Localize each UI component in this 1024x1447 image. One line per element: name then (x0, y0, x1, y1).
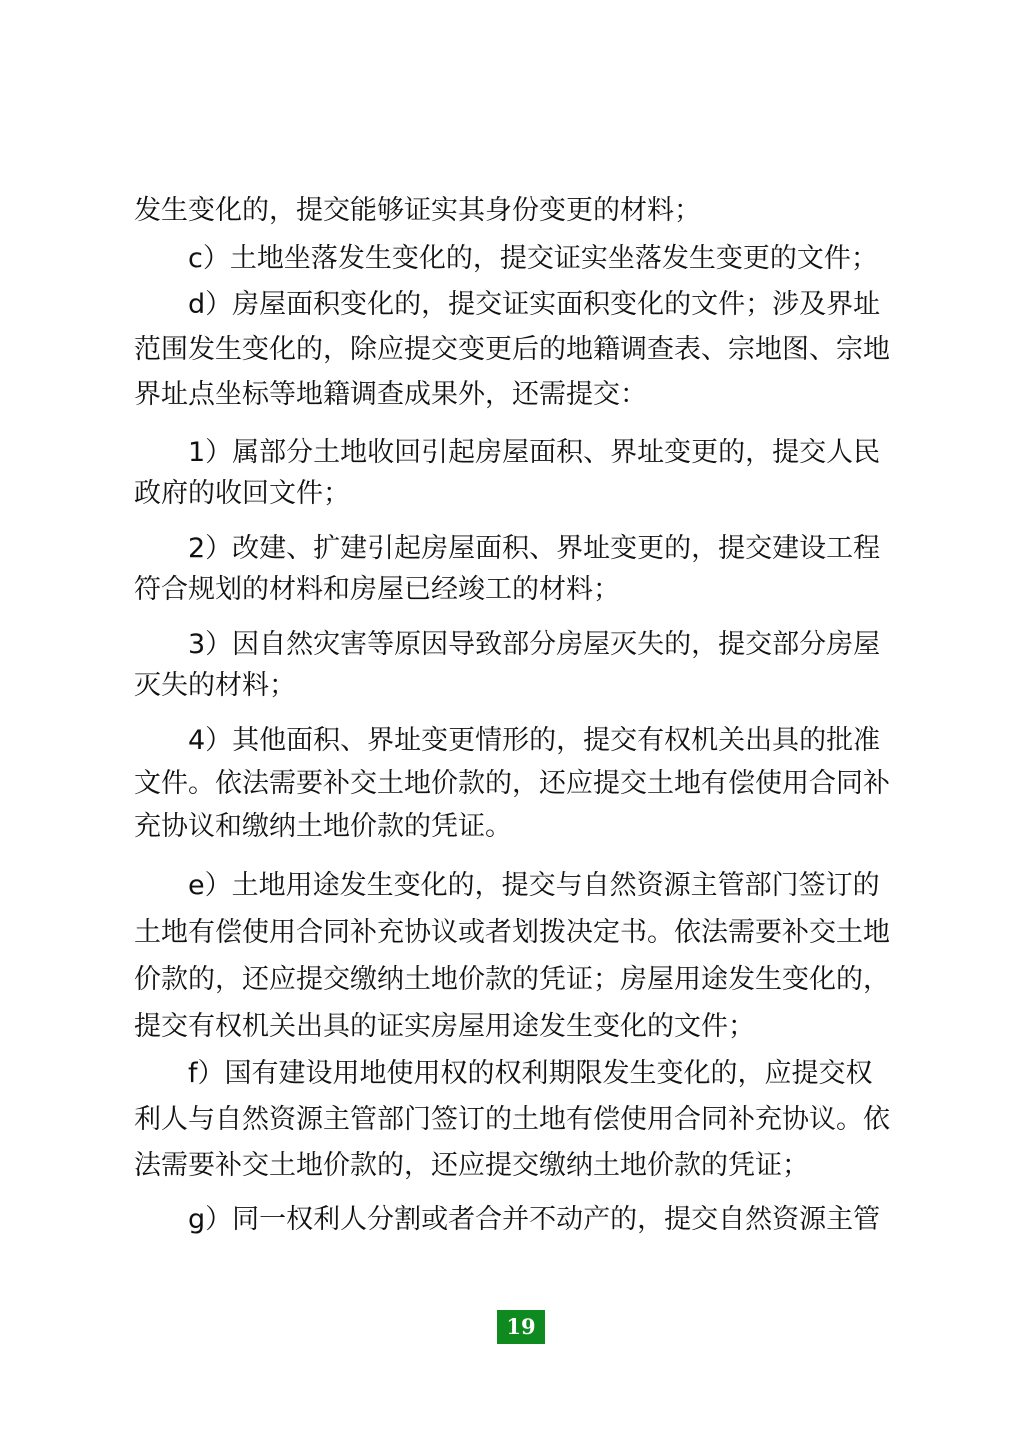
text-line: 符合规划的材料和房屋已经竣工的材料； (134, 574, 620, 605)
paragraph-0 (134, 188, 894, 233)
text-line: 价款的，还应提交缴纳土地价款的凭证；房屋用途发生变化的， (134, 964, 890, 995)
paragraph-d (134, 282, 894, 417)
text-line: f）国有建设用地使用权的权利期限发生变化的，应提交权 (188, 1058, 873, 1089)
text-line: e）土地用途发生变化的，提交与自然资源主管部门签订的 (188, 870, 880, 901)
text-line: 发生变化的，提交能够证实其身份变更的材料； (134, 195, 701, 226)
text-line: 2）改建、扩建引起房屋面积、界址变更的，提交建设工程 (188, 533, 881, 564)
text-line: c）土地坐落发生变化的，提交证实坐落发生变更的文件； (188, 243, 878, 274)
paragraph-g (134, 1197, 894, 1242)
text-line: d）房屋面积变化的，提交证实面积变化的文件；涉及界址 (188, 289, 881, 320)
text-line: 4）其他面积、界址变更情形的，提交有权机关出具的批准 (188, 725, 881, 756)
paragraph-item-2 (134, 528, 894, 610)
paragraph-item-1 (134, 432, 894, 514)
text-line: 充协议和缴纳土地价款的凭证。 (134, 811, 512, 842)
text-line: 提交有权机关出具的证实房屋用途发生变化的文件； (134, 1011, 755, 1042)
paragraph-f (134, 1051, 894, 1189)
text-line: 法需要补交土地价款的，还应提交缴纳土地价款的凭证； (134, 1150, 809, 1181)
paragraph-e (134, 862, 894, 1050)
text-line: g）同一权利人分割或者合并不动产的，提交自然资源主管 (188, 1204, 881, 1235)
paragraph-item-4 (134, 719, 894, 848)
text-line: 范围发生变化的，除应提交变更后的地籍调查表、宗地图、宗地 (134, 334, 890, 365)
page-number: 19 (497, 1310, 545, 1344)
text-line: 土地有偿使用合同补充协议或者划拨决定书。依法需要补交土地 (134, 917, 890, 948)
text-line: 利人与自然资源主管部门签订的土地有偿使用合同补充协议。依 (134, 1104, 890, 1135)
text-line: 灭失的材料； (134, 670, 296, 701)
text-line: 界址点坐标等地籍调查成果外，还需提交： (134, 379, 647, 410)
text-line: 1）属部分土地收回引起房屋面积、界址变更的，提交人民 (188, 437, 881, 468)
paragraph-c (134, 236, 894, 281)
text-line: 3）因自然灾害等原因导致部分房屋灭失的，提交部分房屋 (188, 629, 881, 660)
text-line: 政府的收回文件； (134, 478, 350, 509)
paragraph-item-3 (134, 624, 894, 706)
text-line: 文件。依法需要补交土地价款的，还应提交土地有偿使用合同补 (134, 768, 890, 799)
